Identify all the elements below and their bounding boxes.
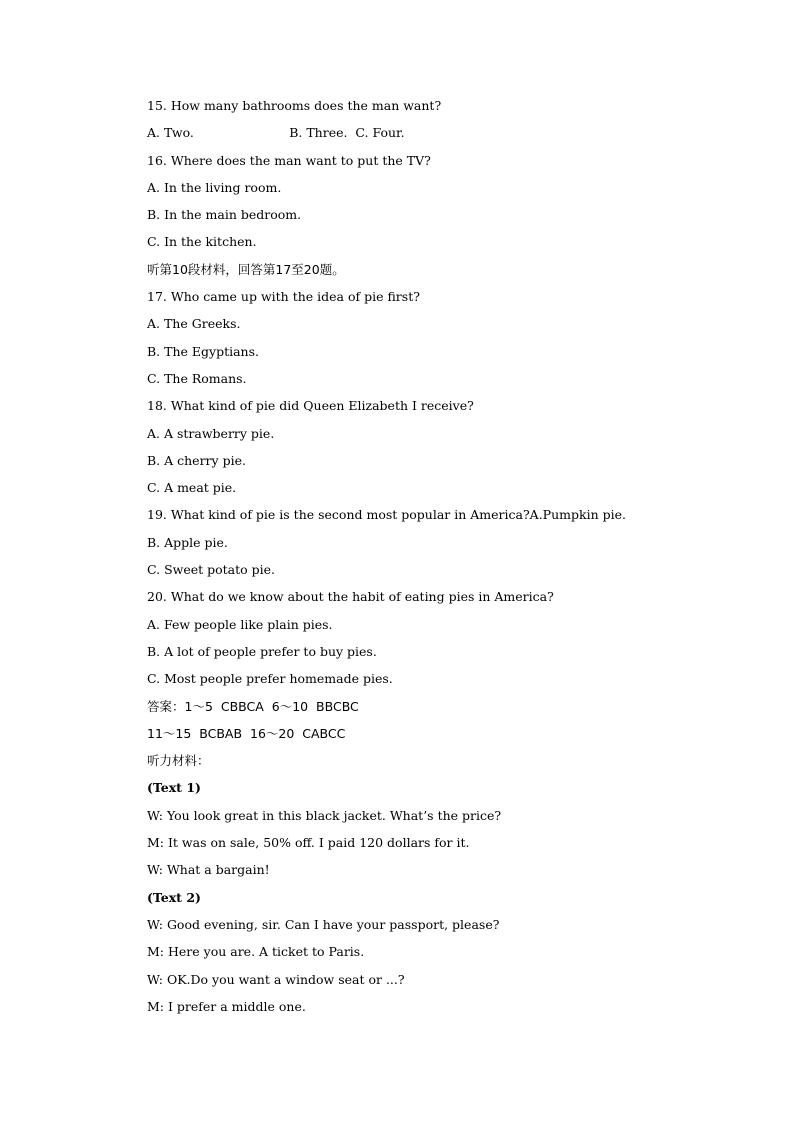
answer-key-line-2: 11～15 BCBAB 16～20 CABCC [147, 725, 346, 741]
question-20: 20. What do we know about the habit of eating pies in America? [147, 589, 554, 605]
transcript-heading: 听力材料： [147, 753, 210, 769]
question-19-option-b: B. Apple pie. [147, 534, 228, 550]
text-2-line-3: W: OK.Do you want a window seat or ...? [147, 971, 405, 987]
answer-key-line-1: 答案：1～5 CBBCA 6～10 BBCBC [147, 698, 359, 714]
question-18-option-a: A. A strawberry pie. [147, 425, 275, 441]
question-20-option-a: A. Few people like plain pies. [147, 616, 333, 632]
question-16-option-b: B. In the main bedroom. [147, 207, 302, 223]
question-17-option-c: C. The Romans. [147, 370, 247, 386]
question-19: 19. What kind of pie is the second most popular in America?A.Pumpkin pie. [147, 507, 626, 523]
text-2-line-2: M: Here you are. A ticket to Paris. [147, 944, 365, 960]
section-instruction: 听第10段材料，回答第17至20题。 [147, 261, 345, 277]
text-2-line-1: W: Good evening, sir. Can I have your passport, please? [147, 916, 500, 932]
question-18-option-b: B. A cherry pie. [147, 452, 246, 468]
question-16-option-c: C. In the kitchen. [147, 234, 257, 250]
document-body [147, 92, 707, 1020]
question-18-option-c: C. A meat pie. [147, 480, 237, 496]
text-1-line-1: W: You look great in this black jacket. What’s the price? [147, 807, 502, 823]
question-16: 16. Where does the man want to put the TV? [147, 152, 431, 168]
question-17-option-a: A. The Greeks. [147, 316, 241, 332]
text-2-heading: (Text 2) [147, 889, 201, 905]
text-1-heading: (Text 1) [147, 780, 201, 796]
question-18: 18. What kind of pie did Queen Elizabeth Ⅰ receive? [147, 398, 474, 414]
question-15-options: A. Two. B. Three. C. Four. [147, 125, 405, 141]
question-20-option-b: B. A lot of people prefer to buy pies. [147, 643, 377, 659]
text-1-line-2: M: It was on sale, 50% off. I paid 120 dollars for it. [147, 835, 470, 851]
question-15: 15. How many bathrooms does the man want? [147, 98, 442, 113]
question-17-option-b: B. The Egyptians. [147, 343, 259, 359]
text-1-line-3: W: What a bargain! [147, 862, 270, 878]
text-2-line-4: M: I prefer a middle one. [147, 998, 306, 1014]
question-20-option-c: C. Most people prefer homemade pies. [147, 671, 393, 687]
question-19-option-c: C. Sweet potato pie. [147, 562, 276, 578]
question-17: 17. Who came up with the idea of pie first? [147, 289, 420, 305]
question-16-option-a: A. In the living room. [147, 179, 282, 195]
